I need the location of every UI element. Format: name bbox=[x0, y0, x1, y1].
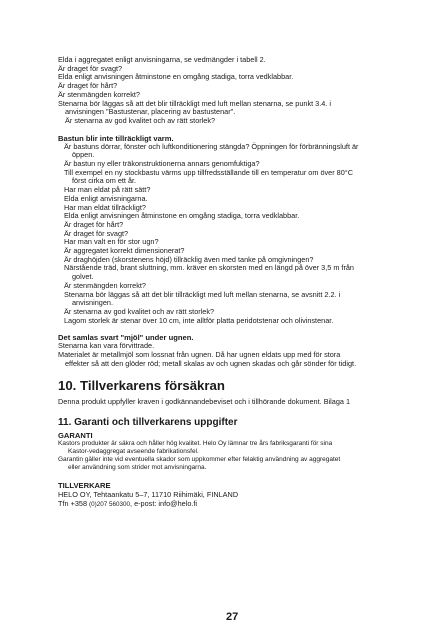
section-10-title: 10. Tillverkarens försäkran bbox=[58, 377, 225, 393]
garanti-text bbox=[58, 440, 404, 472]
text-line: Är draghöjden (skorstenens höjd) tillräcklig även med tanke på omgivningen? bbox=[64, 254, 314, 264]
section-10-text: Denna produkt uppfyller kraven i godkännandebeviset och i tillhörande dokument. Bilaga 1 bbox=[58, 396, 351, 406]
contact-number: (0)207 560300 bbox=[89, 500, 131, 508]
text-line: golvet. bbox=[72, 272, 94, 282]
troubleshooting-block-1 bbox=[58, 56, 404, 126]
text-line: Lagom storlek är stenar över 10 cm, inte alltför platta peridotstenar och olivinstenar. bbox=[64, 315, 334, 325]
text-line: Är draget för svagt? bbox=[64, 228, 129, 238]
section-11-title: 11. Garanti och tillverkarens uppgifter bbox=[58, 417, 238, 429]
text-line: eller användning som strider mot anvisningarna. bbox=[68, 464, 207, 472]
text-line: Garantin gäller inte vid eventuella skador som uppkommer efter felaktig användning av aggregatet bbox=[58, 456, 341, 464]
text-line: Är stenmängden korrekt? bbox=[58, 89, 140, 99]
contact-suffix: , e-post: info@helo.fi bbox=[130, 498, 198, 508]
text-line: Är draget för hårt? bbox=[64, 219, 124, 229]
text-line: först cirka om ett år. bbox=[72, 176, 137, 186]
page-number: 27 bbox=[226, 611, 239, 623]
text-line: Elda enligt anvisningen åtminstone en omgång stadiga, torra vedklabbar. bbox=[58, 72, 294, 82]
text-line: Kastors produkter är säkra och håller hög kvalitet. Helo Oy lämnar tre års fabriksgaranti för sina bbox=[58, 440, 333, 448]
text-line: Är aggregatet korrekt dimensionerat? bbox=[64, 246, 185, 256]
text-line: Stenarna bör läggas så att det blir tillräckligt med luft mellan stenarna, se avsnitt 2.2. i bbox=[64, 289, 341, 299]
text-line: anvisningen. bbox=[72, 298, 113, 308]
heading-black-flour: Det samlas svart "mjöl" under ugnen. bbox=[58, 333, 194, 343]
heading-sauna-not-warm: Bastun blir inte tillräckligt varm. bbox=[58, 133, 174, 143]
text-line: Stenarna kan vara förvittrade. bbox=[58, 341, 155, 351]
tillverkare-contact bbox=[58, 500, 404, 510]
text-line: Har man valt en för stor ugn? bbox=[64, 237, 159, 247]
text-line: Är draget för svagt? bbox=[58, 63, 123, 73]
tillverkare-address: HELO OY, Tehtaankatu 5–7, 11710 Riihimäki, FINLAND bbox=[58, 490, 239, 500]
text-line: Närstående träd, brant sluttning, mm. kräver en skorsten med en längd på över 3,5 m från bbox=[64, 263, 354, 273]
text-line: Till exempel en ny stockbastu värms upp tillfredsställande till en temperatur om över 80°C bbox=[64, 167, 353, 177]
garanti-label: GARANTI bbox=[58, 431, 93, 441]
text-line: Materialet är metallmjöl som lossnat från ugnen. Då har ugnen eldats upp med för stora bbox=[58, 350, 341, 360]
text-line: Är stenarna av god kvalitet och av rätt storlek? bbox=[64, 306, 215, 316]
text-line: Kastor-vedaggregat avseende fabrikationsfel. bbox=[68, 448, 199, 456]
text-line: Stenarna bör läggas så att det blir tillräckligt med luft mellan stenarna, se punkt 3.4. i bbox=[58, 98, 331, 108]
text-line: Är stenarna av god kvalitet och av rätt storlek? bbox=[65, 115, 216, 125]
text-line: Har man eldat tillräckligt? bbox=[64, 202, 146, 212]
text-line: effekter så att den glöder röd; metall skalas av och ugnen skadas och går sönder för tidigt. bbox=[65, 358, 357, 368]
text-line: Elda i aggregatet enligt anvisningarna, se vedmängder i tabell 2. bbox=[58, 55, 266, 64]
text-line: Har man eldat på rätt sätt? bbox=[64, 185, 151, 195]
contact-prefix: Tfn +358 bbox=[58, 498, 90, 508]
text-line: öppen. bbox=[72, 150, 95, 160]
text-line: Är bastun ny eller träkonstruktionerna annars genomfuktiga? bbox=[64, 159, 260, 169]
text-line: Är draget för hårt? bbox=[58, 81, 118, 91]
troubleshooting-block-3 bbox=[58, 342, 404, 368]
tillverkare-label: TILLVERKARE bbox=[58, 481, 111, 491]
troubleshooting-block-2 bbox=[58, 143, 404, 326]
text-line: Är stenmängden korrekt? bbox=[64, 280, 146, 290]
text-line: Elda enligt anvisningarna. bbox=[64, 193, 148, 203]
text-line: Elda enligt anvisningen åtminstone en omgång stadiga, torra vedklabbar. bbox=[64, 211, 300, 221]
document-page bbox=[58, 56, 404, 510]
text-line: Är bastuns dörrar, fönster och luftkonditionering stängda? Öppningen för förbränningsluft är bbox=[64, 141, 359, 151]
text-line: anvisningen "Bastustenar, placering av bastustenar". bbox=[65, 107, 236, 117]
